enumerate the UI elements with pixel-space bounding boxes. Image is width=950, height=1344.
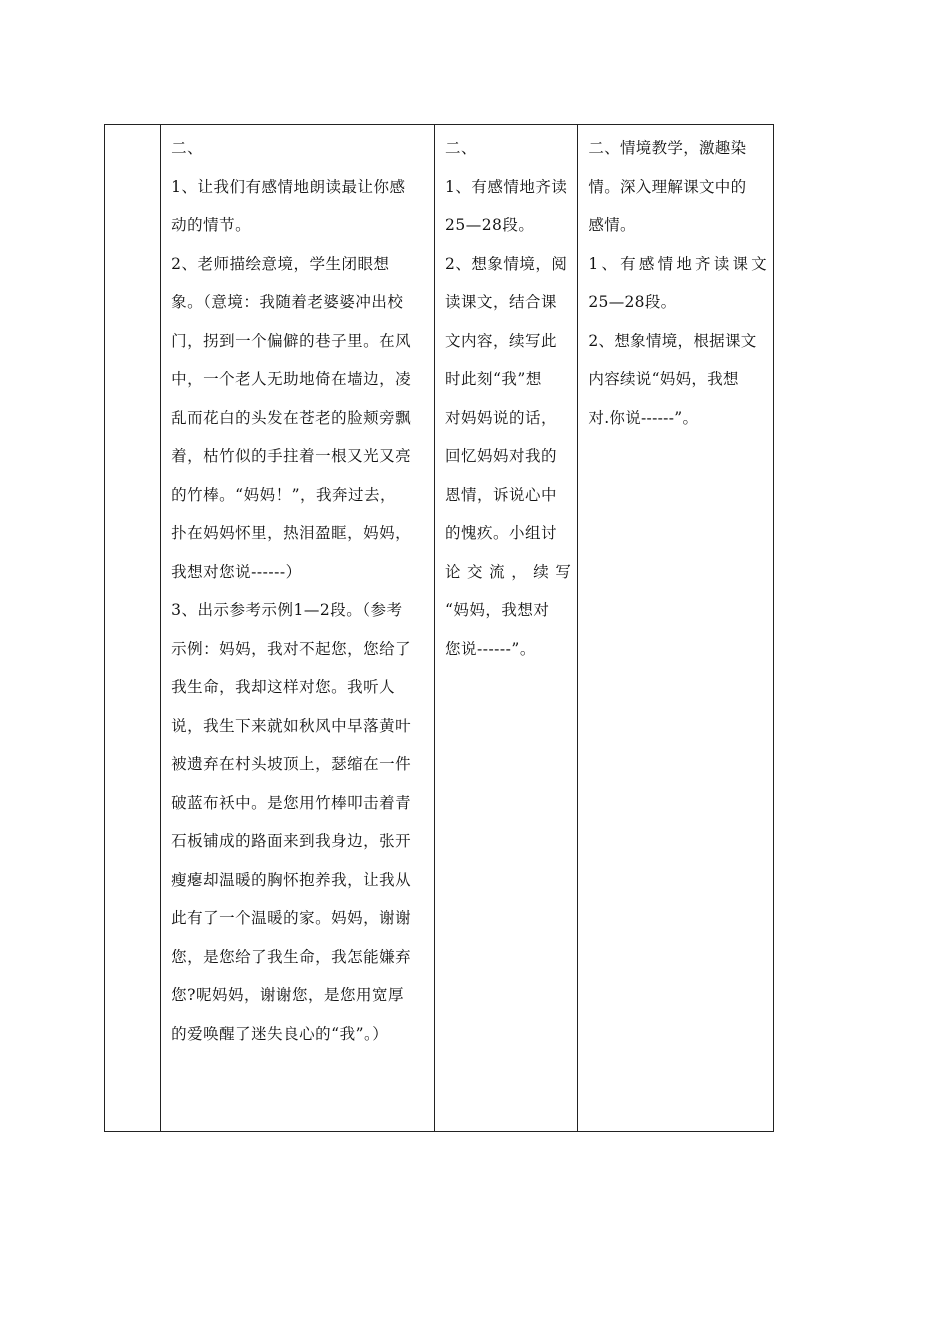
design-intent-cell	[578, 125, 774, 1132]
text-line: “妈妈，我想对	[444, 601, 550, 619]
text-line: 二、	[444, 139, 477, 157]
text-line: 25—28段。	[588, 293, 677, 311]
text-line: 1、有感情地齐读课文	[588, 254, 767, 273]
text-line: 象。（意境：我随着老婆婆冲出校	[171, 293, 404, 311]
text-line: 破蓝布袄中。是您用竹棒叩击着青	[171, 793, 412, 812]
lesson-plan-table	[104, 124, 774, 1132]
text-line: 瘦瘪却温暖的胸怀抱养我，让我从	[171, 870, 412, 889]
text-line: 您说------”。	[444, 639, 536, 658]
teacher-activity-text	[161, 125, 434, 1053]
text-line: 门，拐到一个偏僻的巷子里。在风	[171, 331, 412, 350]
text-line: 内容续说“妈妈，我想	[588, 370, 739, 388]
text-line: 1、有感情地齐读	[444, 177, 568, 196]
text-line: 情。深入理解课文中的	[588, 177, 747, 196]
text-line: 读课文，结合课	[444, 293, 557, 311]
text-line: 着，枯竹似的手拄着一根又光又亮	[171, 447, 412, 465]
text-line: 论交流，续写	[444, 562, 572, 581]
text-line: 扑在妈妈怀里，热泪盈眶，妈妈，	[171, 524, 412, 542]
text-line: 对.你说------”。	[588, 408, 699, 427]
text-line: 示例：妈妈，我对不起您，您给了	[171, 639, 412, 658]
text-line: 2、想象情境，阅	[444, 254, 568, 273]
text-line: 被遗弃在村头坡顶上，瑟缩在一件	[171, 755, 412, 773]
text-line: 的爱唤醒了迷失良心的“我”。）	[171, 1024, 389, 1043]
blank-cell	[105, 125, 161, 1132]
text-line: 恩情，诉说心中	[444, 485, 557, 504]
text-line: 25—28段。	[444, 216, 535, 234]
student-activity-cell	[434, 125, 577, 1132]
text-line: 石板铺成的路面来到我身边，张开	[171, 832, 412, 850]
text-line: 中，一个老人无助地倚在墙边，凌	[171, 370, 412, 388]
text-line: 此有了一个温暖的家。妈妈，谢谢	[171, 909, 412, 927]
text-line: 回忆妈妈对我的	[444, 447, 557, 465]
text-line: 1、让我们有感情地朗读最让你感	[171, 177, 406, 196]
text-line: 的愧疚。小组讨	[444, 524, 557, 542]
text-line: 感情。	[588, 216, 636, 234]
design-intent-text	[578, 125, 773, 437]
text-line: 文内容，续写此	[444, 331, 557, 350]
table-row	[105, 125, 774, 1132]
text-line: 您?呢妈妈，谢谢您，是您用宽厚	[171, 986, 404, 1004]
student-activity-text	[435, 125, 577, 668]
text-line: 对妈妈说的话，	[444, 408, 557, 427]
text-line: 说，我生下来就如秋风中早落黄叶	[171, 716, 412, 735]
text-line: 我想对您说------）	[171, 562, 302, 581]
text-line: 二、	[171, 139, 204, 157]
text-line: 我生命，我却这样对您。我听人	[171, 678, 396, 696]
text-line: 乱而花白的头发在苍老的脸颊旁飘	[171, 408, 412, 427]
text-line: 您，是您给了我生命，我怎能嫌弃	[171, 947, 412, 966]
text-line: 2、想象情境，根据课文	[588, 331, 757, 350]
text-line: 动的情节。	[171, 216, 252, 234]
text-line: 3、出示参考示例1—2段。（参考	[171, 601, 403, 619]
text-line: 的竹棒。“妈妈！”，我奔过去，	[171, 485, 397, 504]
text-line: 二、情境教学，激趣染	[588, 139, 747, 157]
teacher-activity-cell	[161, 125, 435, 1132]
text-line: 2、老师描绘意境，学生闭眼想	[171, 254, 390, 273]
text-line: 时此刻“我”想	[444, 370, 542, 388]
